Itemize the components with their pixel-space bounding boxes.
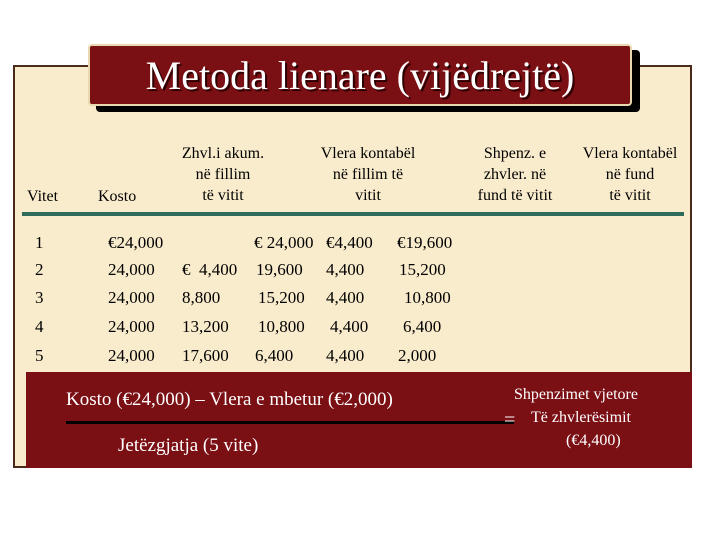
header-cost xyxy=(98,186,136,207)
cell-accumulated-depreciation: 8,800 xyxy=(182,288,221,307)
cell-book-value-begin: 19,600 xyxy=(256,260,303,279)
header-acc-dep-line2: në fillim xyxy=(195,166,251,183)
cell-cost: 24,000 xyxy=(108,260,155,279)
formula-result-line2: Të zhvlerësimit xyxy=(531,409,631,426)
cell-cost: 24,000 xyxy=(108,346,155,365)
cell-cost: 24,000 xyxy=(108,288,155,307)
fraction-bar xyxy=(66,421,514,424)
cell-year: 5 xyxy=(35,346,44,365)
cell-year: 1 xyxy=(35,233,44,252)
header-book-value-begin xyxy=(306,143,430,206)
cell-book-value-begin: 10,800 xyxy=(258,317,305,336)
header-bv-end-line2: në fund xyxy=(605,166,655,183)
header-year xyxy=(27,186,58,207)
formula-result-line3: (€4,400) xyxy=(566,432,621,449)
cell-book-value-end: 15,200 xyxy=(399,260,446,279)
cell-book-value-end: 10,800 xyxy=(404,288,451,307)
header-acc-dep-line1: Zhvl.i akum. xyxy=(181,145,265,162)
header-dep-exp-line2: zhvler. në xyxy=(483,166,547,183)
cell-depreciation-expense: €4,400 xyxy=(326,233,373,252)
cell-accumulated-depreciation: 13,200 xyxy=(182,317,229,336)
cell-year: 4 xyxy=(35,317,44,336)
header-acc-dep-line3: të vitit xyxy=(202,187,244,204)
header-bv-end-line3: të vitit xyxy=(609,187,651,204)
cell-depreciation-expense: 4,400 xyxy=(330,317,369,336)
header-bv-begin-line2: në fillim të xyxy=(332,166,404,183)
header-cost-label: Kosto xyxy=(98,188,137,205)
cell-year: 3 xyxy=(35,288,44,307)
formula-result-line1: Shpenzimet vjetore xyxy=(514,386,638,403)
cell-book-value-end: €19,600 xyxy=(397,233,453,252)
header-bv-end-line1: Vlera kontabël xyxy=(582,145,678,162)
header-dep-exp-line1: Shpenz. e xyxy=(483,145,547,162)
formula-denominator: Jetëzgjatja (5 vite) xyxy=(118,435,259,456)
header-bv-begin-line3: vitit xyxy=(355,187,381,204)
cell-book-value-begin: 15,200 xyxy=(258,288,305,307)
cell-depreciation-expense: 4,400 xyxy=(326,288,365,307)
header-bv-begin-line1: Vlera kontabël xyxy=(320,145,416,162)
page-title: Metoda lienare (vijëdrejtë) xyxy=(145,52,575,98)
cell-accumulated-depreciation: € 4,400 xyxy=(182,260,238,279)
cell-depreciation-expense: 4,400 xyxy=(326,346,365,365)
header-year-label: Vitet xyxy=(27,188,59,205)
title-banner xyxy=(88,44,632,106)
cell-cost: €24,000 xyxy=(108,233,164,252)
formula-box xyxy=(26,372,692,468)
header-book-value-end xyxy=(568,143,692,206)
header-depreciation-expense xyxy=(458,143,572,206)
header-accumulated-depreciation xyxy=(168,143,278,206)
cell-year: 2 xyxy=(35,260,44,279)
cell-book-value-end: 6,400 xyxy=(403,317,442,336)
header-dep-exp-line3: fund të vitit xyxy=(477,187,553,204)
cell-accumulated-depreciation: 17,600 xyxy=(182,346,229,365)
cell-depreciation-expense: 4,400 xyxy=(326,260,365,279)
cell-cost: 24,000 xyxy=(108,317,155,336)
header-divider xyxy=(22,212,684,216)
cell-book-value-begin: 6,400 xyxy=(255,346,294,365)
formula-equals: = xyxy=(504,409,516,431)
cell-book-value-begin: € 24,000 xyxy=(254,233,314,252)
cell-book-value-end: 2,000 xyxy=(398,346,437,365)
formula-numerator: Kosto (€24,000) – Vlera e mbetur (€2,000) xyxy=(66,389,393,410)
